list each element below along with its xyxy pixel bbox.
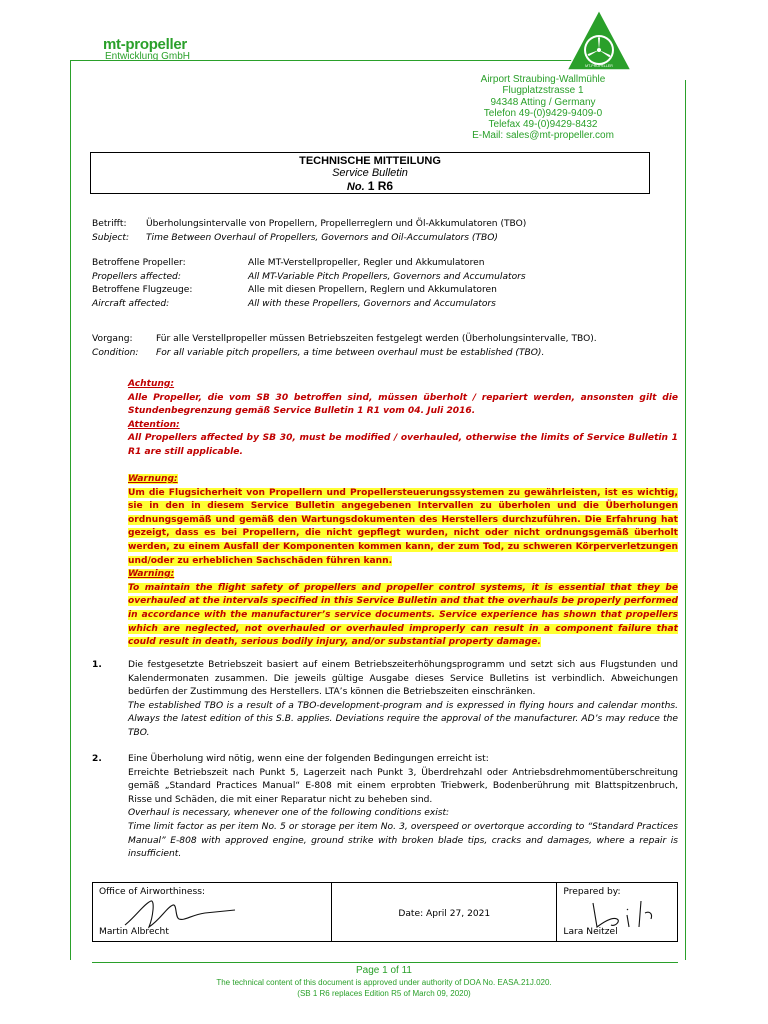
warnung-text: Um die Flugsicherheit von Propellern und Propellersteuerungssystemen zu gewährleisten, ist es wichtig, sie in den in diesem Service Bulletin angegebenen Intervallen zu überholen und die Überholungen ordnungsgemäß und gemäß den Wartungsdokumenten des Herstellers durchzuführen. Die Erfahrung hat gezeigt, dass es bei Propellern, die nicht gepflegt wurden, nicht oder nicht ordnungsgemäß überholt werden, zu einem Ausfall der Komponenten kommen kann, der zum Tod, zu schweren Körperverletzungen und/oder zu erheblichen Sachschäden führen kann. xyxy=(128,487,678,566)
subject-label: Subject: xyxy=(92,232,130,243)
warning-heading: Warning: xyxy=(128,569,175,580)
affected-propellers-en-label: Propellers affected: xyxy=(92,271,181,282)
prepared-name: Lara Neitzel xyxy=(563,927,618,937)
vorgang-label: Vorgang: xyxy=(92,334,133,344)
attention-heading: Attention: xyxy=(128,419,180,430)
item-2-english-text: Time limit factor as per item No. 5 or storage per item No. 3, overspeed or overtorque according to “Standard Practices Manual” E-808 with approved engine, ground strike with broken blade tips, cracks and damages, where a repair is insufficient. xyxy=(128,821,678,860)
condition-value: For all variable pitch propellers, a time between overhaul must be established (TBO). xyxy=(156,347,545,358)
achtung-heading: Achtung: xyxy=(128,379,175,389)
item-1-english: The established TBO is a result of a TBO-development-program and is expressed in flying hours and calendar months. Always the latest edition of this S.B. applies. Deviations require the approval of the manufacturer. AD’s may reduce the TBO. xyxy=(128,700,678,738)
office-cell xyxy=(93,883,332,941)
item-2-german-text: Erreichte Betriebszeit nach Punkt 5, Lagerzeit nach Punkt 3, Überdrehzahl oder Antriebsdrehmomentüberschreitung gemäß „Standard Practices Manual“ E-808 mit einem erprobten Triebwerk, Bodenberührung mit Blattspitzenbruch, Risse und Schäden, die mit einer Reparatur nicht zu beheben sind. xyxy=(128,767,678,805)
frame-right-line xyxy=(685,80,686,960)
emblem-text: MT-PROPELLER xyxy=(585,64,613,68)
frame-left-line xyxy=(70,60,71,960)
company-address xyxy=(413,74,673,142)
office-name: Martin Albrecht xyxy=(99,927,169,937)
address-line: Airport Straubing-Wallmühle xyxy=(480,74,606,85)
warnung-heading: Warnung: xyxy=(128,474,178,484)
bulletin-number-value: 1 R6 xyxy=(367,179,394,193)
vorgang-value: Für alle Verstellpropeller müssen Betriebszeiten festgelegt werden (Überholungsintervalle, TBO). xyxy=(156,334,597,344)
achtung-text: Alle Propeller, die vom SB 30 betroffen sind, müssen überholt / repariert werden, ansonsten gilt die Stundenbegrenzung gemäß Service Bulletin 1 R1 vom 04. Juli 2016. xyxy=(128,392,678,417)
attention-block xyxy=(128,378,678,460)
item-1 xyxy=(92,659,678,741)
document-title-box xyxy=(90,152,650,194)
bulletin-number-label: No. xyxy=(346,181,365,193)
page-number: Page 1 of 11 xyxy=(356,965,412,976)
affected-aircraft-en-value: All with these Propellers, Governors and Accumulators xyxy=(248,298,496,309)
affected-propellers-de-value: Alle MT-Verstellpropeller, Regler und Akkumulatoren xyxy=(248,258,485,268)
betrifft-value: Überholungsintervalle von Propellern, Propellerreglern und Öl-Akkumulatoren (TBO) xyxy=(146,219,527,229)
affected-aircraft-en-label: Aircraft affected: xyxy=(92,298,170,309)
attention-text: All Propellers affected by SB 30, must be modified / overhauled, otherwise the limits of Service Bulletin 1 R1 are still applicable. xyxy=(128,433,678,457)
condition-section xyxy=(92,333,678,360)
affected-aircraft-de-label: Betroffene Flugzeuge: xyxy=(92,285,193,296)
date-cell xyxy=(332,883,557,941)
betrifft-label: Betrifft: xyxy=(92,219,127,229)
item-2-number: 2. xyxy=(92,754,102,764)
prepared-label: Prepared by: xyxy=(563,887,621,897)
condition-label: Condition: xyxy=(92,347,139,358)
albrecht-signature xyxy=(121,897,241,931)
prepared-cell xyxy=(557,883,677,941)
company-name: mt-propeller xyxy=(103,36,187,53)
propeller-emblem-icon xyxy=(565,8,633,74)
item-2-german-intro: Eine Überholung wird nötig, wenn eine der folgenden Bedingungen erreicht ist: xyxy=(128,754,489,764)
warning-text: To maintain the flight safety of propellers and propeller control systems, it is essential that they be overhauled at the intervals specified in this Service Bulletin and that the overhauls be properly performed in accordance with the manufacturer’s service documents. Service experience has shown that propellers which are neglected, not overhauled or overhauled improperly can result in a component failure that could result in death, serious bodily injury, and/or substantial property damage. xyxy=(128,582,678,648)
document-subtitle: Service Bulletin xyxy=(332,167,408,179)
item-2 xyxy=(92,753,678,862)
company-logo xyxy=(103,36,190,62)
item-1-german: Die festgesetzte Betriebszeit basiert auf einem Betriebszeiterhöhungsprogramm und setzt sich aus Flugstunden und Kalendermonaten zusammen. Die jeweils gültige Ausgabe dieses Service Bulletins ist verbindlich. Abweichungen bedürfen der Zustimmung des Herstellers. LTA’s können die Betriebszeiten einschränken. xyxy=(128,660,678,698)
signature-table xyxy=(92,882,678,942)
address-line: Telefax 49-(0)9429-8432 xyxy=(488,119,598,131)
item-1-number: 1. xyxy=(92,660,102,670)
affected-aircraft-de-value: Alle mit diesen Propellern, Reglern und Akkumulatoren xyxy=(248,285,497,296)
address-line: Flugplatzstrasse 1 xyxy=(502,85,584,97)
bulletin-number xyxy=(91,180,649,194)
footer-approval: The technical content of this document is approved under authority of DOA No. EASA.21J.020. xyxy=(216,978,552,987)
address-line: Telefon 49-(0)9429-9409-0 xyxy=(483,107,603,119)
company-sub: Entwicklung GmbH xyxy=(105,51,191,62)
affected-propellers-de-label: Betroffene Propeller: xyxy=(92,258,186,268)
document-title: TECHNISCHE MITTEILUNG xyxy=(299,155,441,167)
item-2-english-intro: Overhaul is necessary, whenever one of the following conditions exist: xyxy=(128,808,450,819)
office-label: Office of Airworthiness: xyxy=(99,887,206,897)
footer-replaces: (SB 1 R6 replaces Edition R5 of March 09, 2020) xyxy=(297,989,471,998)
subject-value: Time Between Overhaul of Propellers, Governors and Oil-Accumulators (TBO) xyxy=(146,232,498,243)
signature-date: Date: April 27, 2021 xyxy=(398,909,491,919)
warning-block xyxy=(128,473,678,650)
footer-line xyxy=(92,962,678,963)
affected-section xyxy=(92,257,678,311)
affected-propellers-en-value: All MT-Variable Pitch Propellers, Governors and Accumulators xyxy=(248,271,526,282)
neitzel-signature xyxy=(587,897,667,931)
address-line: 94348 Atting / Germany xyxy=(490,96,596,108)
address-line: E-Mail: sales@mt-propeller.com xyxy=(472,130,614,142)
subject-section xyxy=(92,218,678,245)
